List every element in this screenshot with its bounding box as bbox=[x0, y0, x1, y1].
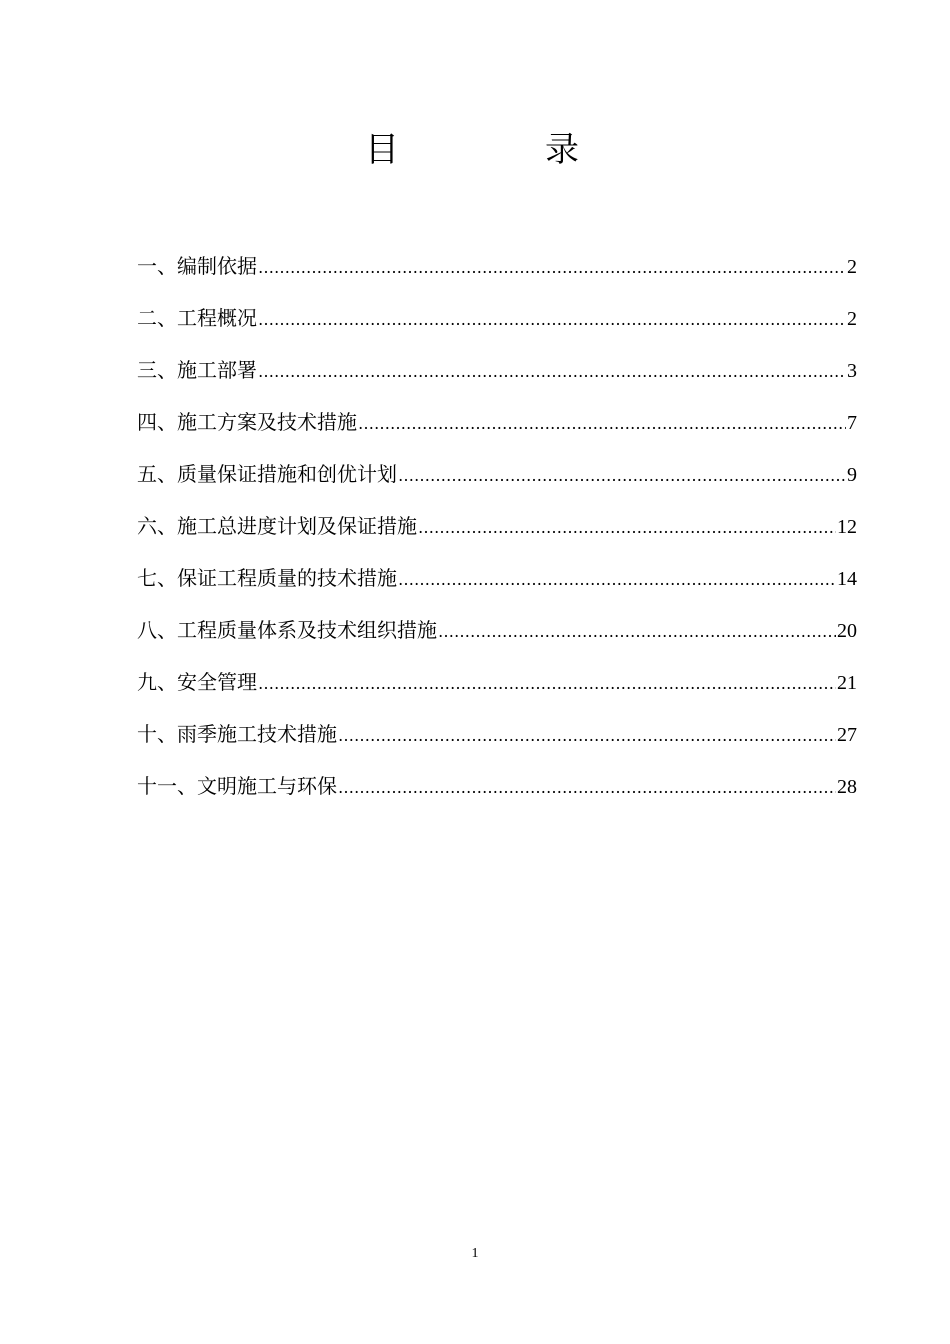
toc-entry-label: 七、保证工程质量的技术措施 bbox=[137, 566, 397, 590]
toc-entry-page: 14 bbox=[837, 568, 857, 590]
toc-entry-page: 2 bbox=[847, 256, 857, 278]
toc-entry-2[interactable] bbox=[137, 300, 857, 352]
toc-entry-label: 八、工程质量体系及技术组织措施 bbox=[137, 618, 437, 642]
toc-entry-7[interactable] bbox=[137, 560, 857, 612]
toc-entry-label: 三、施工部署 bbox=[137, 358, 257, 382]
toc-entry-3[interactable] bbox=[137, 352, 857, 404]
toc-leader-dots bbox=[418, 510, 836, 546]
toc-entry-page: 21 bbox=[837, 672, 857, 694]
toc-entry-10[interactable] bbox=[137, 716, 857, 768]
toc-leader-dots bbox=[358, 406, 846, 442]
toc-entry-page: 20 bbox=[837, 620, 857, 642]
toc-leader-dots bbox=[258, 302, 846, 338]
toc-leader-dots bbox=[438, 614, 836, 650]
toc-entry-label: 五、质量保证措施和创优计划 bbox=[137, 462, 397, 486]
toc-leader-dots bbox=[258, 250, 846, 286]
toc-entry-label: 十、雨季施工技术措施 bbox=[137, 722, 337, 746]
toc-entry-label: 十一、文明施工与环保 bbox=[137, 774, 337, 798]
toc-leader-dots bbox=[338, 770, 836, 806]
page-number: 1 bbox=[471, 1246, 479, 1261]
toc-entry-page: 7 bbox=[847, 412, 857, 434]
toc-entry-4[interactable] bbox=[137, 404, 857, 456]
toc-leader-dots bbox=[258, 666, 836, 702]
toc-entry-8[interactable] bbox=[137, 612, 857, 664]
page-title: 目 录 bbox=[365, 130, 635, 170]
toc-entry-page: 3 bbox=[847, 360, 857, 382]
toc-entry-9[interactable] bbox=[137, 664, 857, 716]
toc-leader-dots bbox=[398, 562, 836, 598]
toc-entry-label: 九、安全管理 bbox=[137, 670, 257, 694]
toc-entry-page: 12 bbox=[837, 516, 857, 538]
toc-leader-dots bbox=[338, 718, 836, 754]
toc-entry-page: 2 bbox=[847, 308, 857, 330]
toc-entry-1[interactable] bbox=[137, 248, 857, 300]
toc-entry-label: 二、工程概况 bbox=[137, 306, 257, 330]
toc-entry-page: 9 bbox=[847, 464, 857, 486]
toc-entry-page: 27 bbox=[837, 724, 857, 746]
table-of-contents bbox=[137, 248, 857, 820]
toc-leader-dots bbox=[398, 458, 846, 494]
toc-entry-label: 一、编制依据 bbox=[137, 254, 257, 278]
toc-entry-11[interactable] bbox=[137, 768, 857, 820]
toc-entry-label: 四、施工方案及技术措施 bbox=[137, 410, 357, 434]
toc-entry-label: 六、施工总进度计划及保证措施 bbox=[137, 514, 417, 538]
toc-entry-6[interactable] bbox=[137, 508, 857, 560]
toc-entry-page: 28 bbox=[837, 776, 857, 798]
toc-leader-dots bbox=[258, 354, 846, 390]
toc-entry-5[interactable] bbox=[137, 456, 857, 508]
